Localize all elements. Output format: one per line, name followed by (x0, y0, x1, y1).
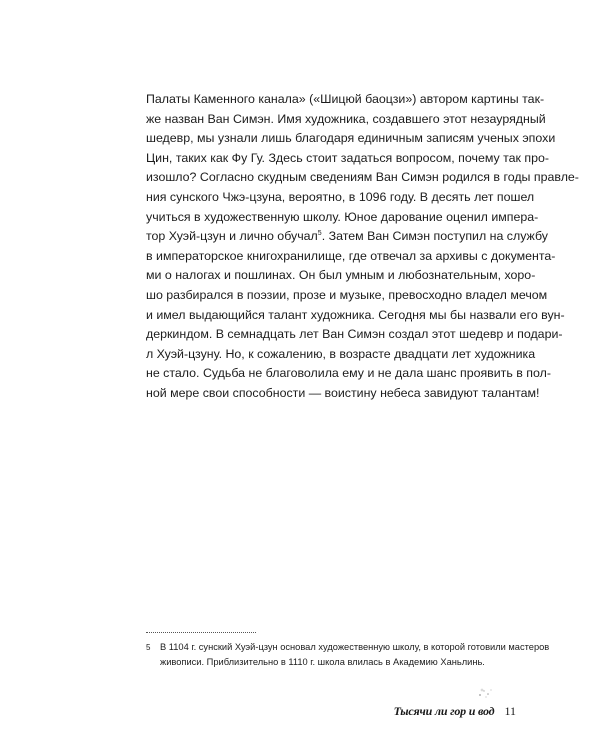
text-line: шедевр, мы узнали лишь благодаря единичным записям ученых эпохи (146, 131, 556, 146)
footnote-line: В 1104 г. сунский Хуэй-цзун основал художественную школу, в которой готовили мастеров (160, 642, 550, 652)
text-line: и имел выдающийся талант художника. Сегодня мы бы назвали его вун- (146, 307, 565, 322)
body-text (146, 90, 579, 404)
running-footer (394, 704, 516, 719)
footnote-divider (146, 632, 256, 633)
text-line: Цин, таких как Фу Гу. Здесь стоит задаться вопросом, почему так про- (146, 150, 550, 165)
text-line-with-footnote-ref (146, 227, 549, 247)
footnote-number: 5 (146, 643, 151, 652)
text-line: в императорское книгохранилище, где отвечал за архивы с документа- (146, 248, 556, 263)
text-line: ной мере свои способности — воистину небеса завидуют талантам! (146, 385, 540, 400)
sparkle-ornament-icon (476, 686, 496, 700)
text-line: л Хуэй-цзуну. Но, к сожалению, в возрасте двадцати лет художника (146, 346, 536, 361)
book-title: Тысячи ли гор и вод (393, 704, 495, 718)
footnote-reference[interactable]: 5 (317, 230, 322, 238)
text-line: изошло? Согласно скудным сведениям Ван Симэн родился в годы правле- (146, 170, 579, 185)
footnote-text (160, 640, 550, 670)
text-line: ния сунского Чжэ-цзуна, вероятно, в 1096 году. В десять лет пошел (146, 189, 535, 204)
text-line: учиться в художественную школу. Юное дарование оценил импера- (146, 209, 539, 224)
footnote-line: живописи. Приблизительно в 1110 г. школа влилась в Академию Ханьлинь. (160, 657, 485, 667)
text-line: не стало. Судьба не благоволила ему и не дала шанс проявить в пол- (146, 366, 551, 381)
page-number: 11 (504, 704, 516, 718)
text-fragment: тор Хуэй-цзун и лично обучал (146, 229, 318, 244)
text-line: шо разбирался в поэзии, прозе и музыке, превосходно владел мечом (146, 287, 548, 302)
text-line: деркиндом. В семнадцать лет Ван Симэн создал этот шедевр и подари- (146, 327, 563, 342)
text-fragment: . Затем Ван Симэн поступил на службу (321, 229, 549, 244)
text-line: же назван Ван Симэн. Имя художника, создавшего этот незаурядный (146, 111, 546, 126)
text-line: ми о налогах и пошлинах. Он был умным и любознательным, хоро- (146, 268, 536, 283)
text-line: Палаты Каменного канала» («Шицюй баоцзи») автором картины так- (146, 92, 545, 106)
footnote (146, 640, 550, 670)
